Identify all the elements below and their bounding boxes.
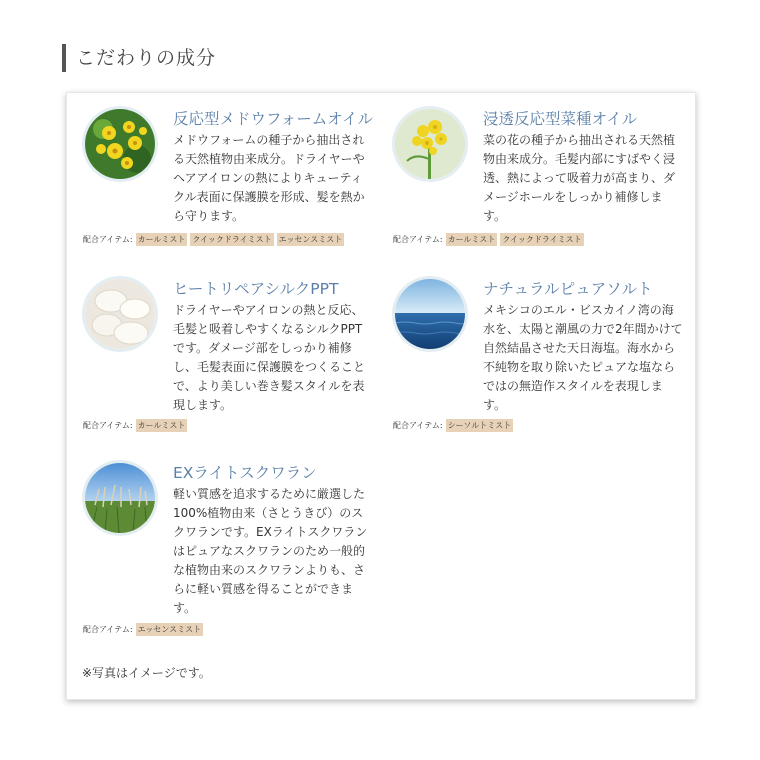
ingredient-items	[83, 623, 203, 636]
meta-label: 配合アイテム:	[393, 235, 443, 244]
ocean-image	[395, 279, 465, 349]
ingredient-description: メキシコのエル・ビスカイノ湾の海水を、太陽と潮風の力で2年間かけて自然結晶させた天日海塩。海水から不純物を取り除いたピュアな塩ならではの無造作スタイルを表現します。	[483, 303, 683, 412]
ingredient-card-silk	[67, 263, 377, 433]
image-disclaimer-note: ※写真はイメージです。	[82, 666, 211, 680]
silk-cocoons-image	[85, 279, 155, 349]
tag-essence-mist: エッセンスミスト	[137, 625, 202, 634]
ingredient-card-salt	[377, 263, 687, 433]
sugarcane-field-image	[85, 463, 155, 533]
meta-label: 配合アイテム:	[393, 421, 443, 430]
tag-essence-mist: エッセンスミスト	[278, 235, 343, 244]
ingredient-title: 浸透反応型菜種オイル	[483, 110, 638, 128]
tag-quick-dry-mist: クイックドライミスト	[192, 235, 272, 244]
ingredient-title: ヒートリペアシルクPPT	[173, 280, 339, 298]
ingredient-card-meadowfoam	[67, 93, 377, 253]
yellow-flowers-image	[85, 109, 155, 179]
tag-quick-dry-mist: クイックドライミスト	[502, 235, 582, 244]
ingredient-items	[393, 419, 513, 432]
ingredient-items	[83, 419, 187, 432]
ingredient-description: 軽い質感を追求するために厳選した100%植物由来（さとうきび）のスクワランです。EXライトスクワランはピュアなスクワランのため一般的な植物由来のスクワランよりも、さらに軽い質感を得ることができます。	[173, 487, 368, 615]
tag-curl-mist: カールミスト	[137, 421, 186, 430]
ingredients-panel	[66, 92, 696, 700]
section-title: こだわりの成分	[62, 44, 216, 72]
tag-sea-salt-mist: シーソルトミスト	[447, 421, 512, 430]
meta-label: 配合アイテム:	[83, 625, 133, 634]
ingredient-description: メドウフォームの種子から抽出される天然植物由来成分。ドライヤーやヘアアイロンの熱によりキューティクル表面に保護膜を形成、髪を熱から守ります。	[173, 133, 365, 223]
ingredient-title: ナチュラルピュアソルト	[483, 280, 653, 298]
tag-curl-mist: カールミスト	[447, 235, 496, 244]
ingredient-items	[393, 233, 584, 246]
ingredient-description: 菜の花の種子から抽出される天然植物由来成分。毛髪内部にすばやく浸透、熱によって吸着力が高まり、ダメージホールをしっかり補修します。	[483, 133, 676, 223]
tag-curl-mist: カールミスト	[137, 235, 186, 244]
ingredient-title: 反応型メドウフォームオイル	[173, 110, 373, 128]
ingredient-items	[83, 233, 344, 246]
rapeseed-flowers-image	[395, 109, 465, 179]
meta-label: 配合アイテム:	[83, 421, 133, 430]
ingredient-description: ドライヤーやアイロンの熱と反応、毛髪と吸着しやすくなるシルクPPTです。ダメージ部をしっかり補修し、毛髪表面に保護膜をつくることで、より美しい巻き髪スタイルを表現します。	[173, 303, 366, 412]
meta-label: 配合アイテム:	[83, 235, 133, 244]
ingredient-card-rapeseed	[377, 93, 687, 253]
ingredient-card-squalane	[67, 447, 377, 637]
ingredient-title: EXライトスクワラン	[173, 464, 317, 482]
